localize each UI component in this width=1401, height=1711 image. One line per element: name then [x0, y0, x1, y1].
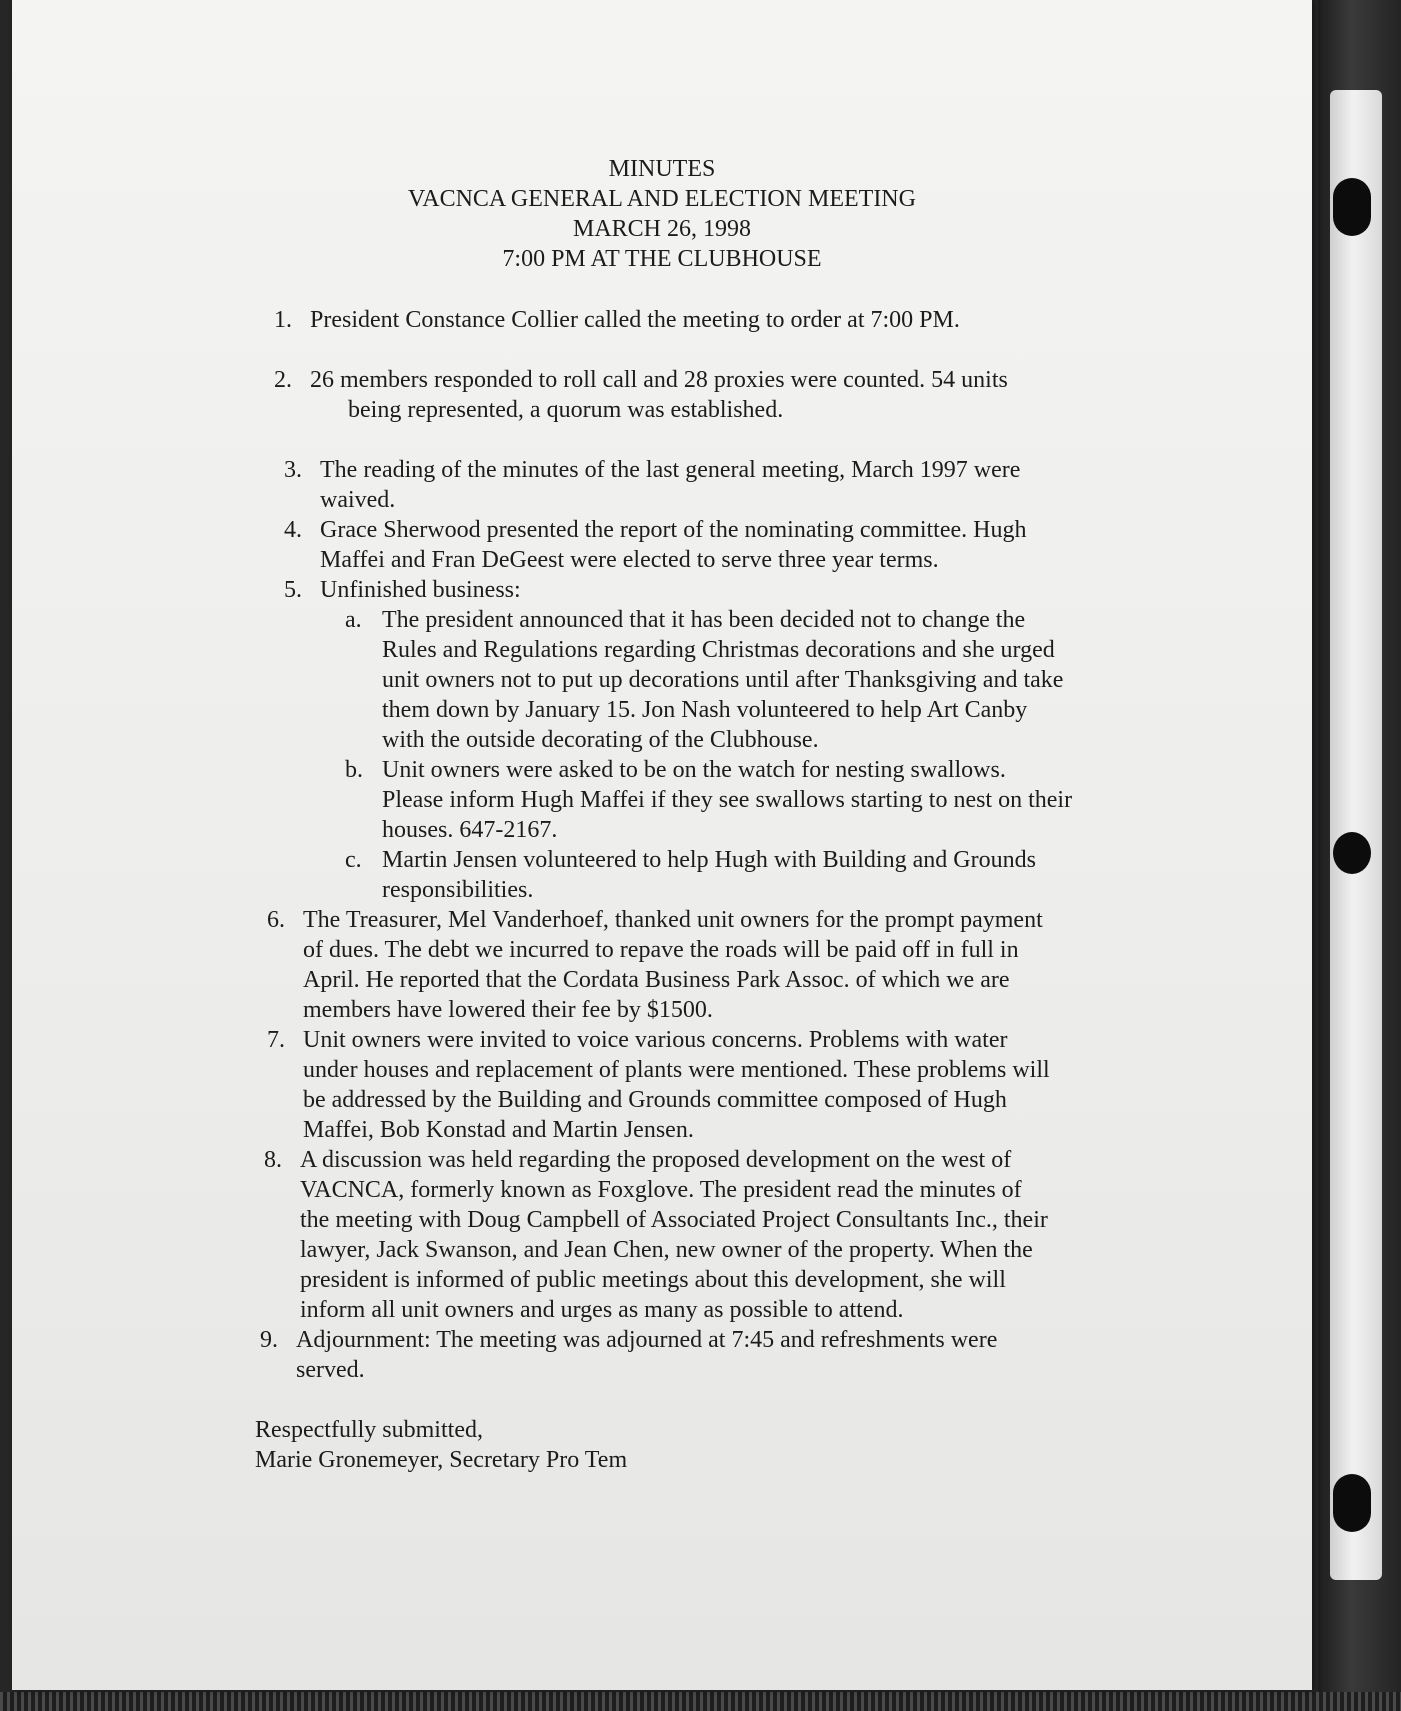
item-text: The reading of the minutes of the last general meeting, March 1997 were waived. [320, 457, 1021, 513]
item-number: 2. [274, 367, 292, 393]
signer-name: Marie Gronemeyer, Secretary Pro Tem [255, 1447, 628, 1473]
item-number: 6. [267, 907, 285, 933]
item-text: The president announced that it has been decided not to change the Rules and Regulations regarding Christmas decorations and she urged unit owners not to put up decorations until after Thanksgiving and take them down by January 15. Jon Nash volunteered to help Art Canby with the outside decorating of the Clubhouse. [382, 607, 1064, 753]
subitem-letter: a. [345, 607, 362, 633]
document-title: MINUTES [608, 156, 716, 182]
meeting-date: MARCH 26, 1998 [572, 216, 752, 242]
item-number: 5. [284, 577, 302, 603]
punch-hole-bottom [1333, 1474, 1371, 1532]
item-text: Grace Sherwood presented the report of the nominating committee. Hugh Maffei and Fran DeGeest were elected to serve three year terms. [320, 517, 1027, 573]
item-text: The Treasurer, Mel Vanderhoef, thanked unit owners for the prompt payment of dues. The debt we incurred to repave the roads will be paid off in full in April. He reported that the Cordata Business Park Assoc. of which we are members have lowered their fee by $1500. [303, 907, 1043, 1023]
meeting-time-place: 7:00 PM AT THE CLUBHOUSE [502, 246, 822, 272]
closing-salutation: Respectfully submitted, [255, 1417, 483, 1443]
item-number: 8. [264, 1147, 282, 1173]
item-number: 1. [274, 307, 292, 333]
punch-hole-middle [1333, 832, 1371, 874]
item-text: Unfinished business: [320, 577, 521, 603]
subitem-letter: b. [345, 757, 363, 783]
item-text: President Constance Collier called the meeting to order at 7:00 PM. [310, 307, 960, 333]
subitem-letter: c. [345, 847, 362, 873]
meeting-name: VACNCA GENERAL AND ELECTION MEETING [408, 186, 916, 212]
item-text: Adjournment: The meeting was adjourned at 7:45 and refreshments were served. [296, 1327, 998, 1383]
item-number: 4. [284, 517, 302, 543]
item-text: Unit owners were asked to be on the watch for nesting swallows. Please inform Hugh Maffei if they see swallows starting to nest on their houses. 647-2167. [382, 757, 1073, 843]
item-text: Unit owners were invited to voice various concerns. Problems with water under houses and replacement of plants were mentioned. These problems will be addressed by the Building and Grounds committee composed of Hugh Maffei, Bob Konstad and Martin Jensen. [303, 1027, 1050, 1143]
item-text: Martin Jensen volunteered to help Hugh with Building and Grounds responsibilities. [382, 847, 1036, 903]
item-text: 26 members responded to roll call and 28 proxies were counted. 54 units being represented, a quorum was established. [310, 367, 1008, 423]
bottom-binder-edge [0, 1692, 1401, 1711]
item-number: 9. [260, 1327, 278, 1353]
item-number: 3. [284, 457, 302, 483]
item-number: 7. [267, 1027, 285, 1053]
item-text: A discussion was held regarding the proposed development on the west of VACNCA, formerly known as Foxglove. The president read the minutes of the meeting with Doug Campbell of Associated Project Consultants Inc., their lawyer, Jack Swanson, and Jean Chen, new owner of the property. When the president is informed of public meetings about this development, she will inform all unit owners and urges as many as possible to attend. [300, 1147, 1048, 1323]
punch-hole-top [1333, 178, 1371, 236]
paper-page [12, 0, 1312, 1690]
